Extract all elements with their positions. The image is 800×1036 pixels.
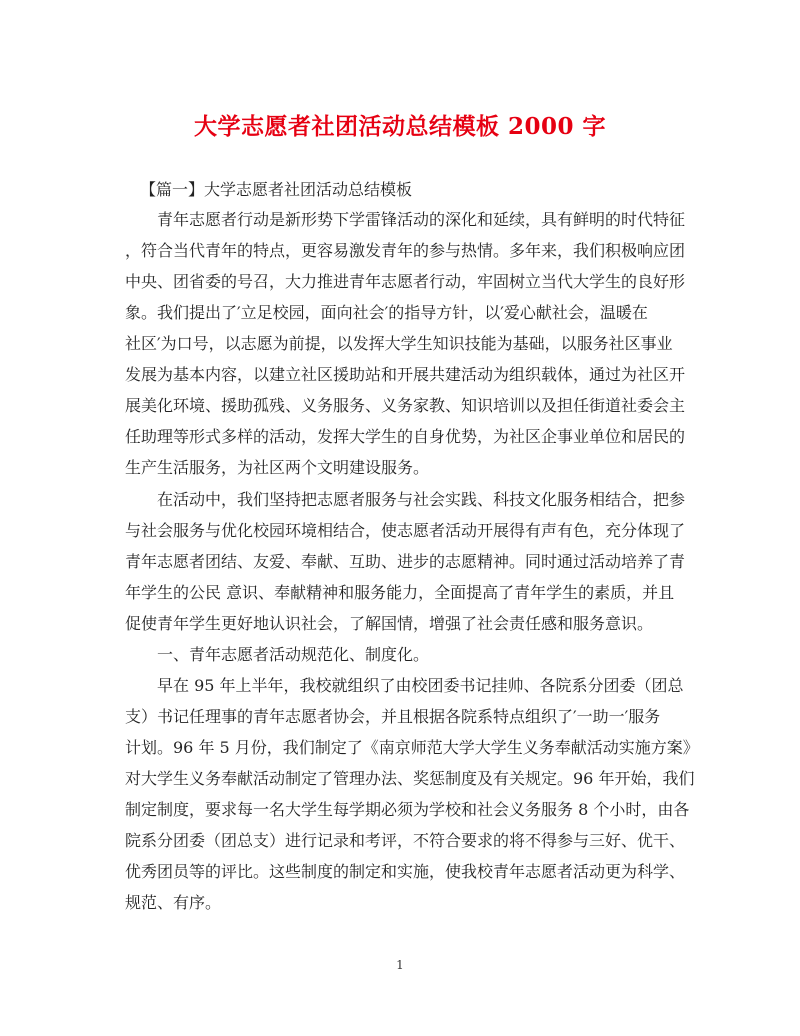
paragraph-line: 制定制度，要求每一名大学生每学期必须为学校和社会义务服务 8 个小时，由各 [125,800,690,819]
paragraph-line: 任助理等形式多样的活动，发挥大学生的自身优势，为社区企事业单位和居民的 [125,427,686,446]
paragraph-line: ，符合当代青年的特点，更容易激发青年的参与热情。多年来，我们积极响应团 [125,241,686,260]
paragraph-line: 中央、团省委的号召，大力推进青年志愿者行动，牢固树立当代大学生的良好形 [125,272,686,291]
paragraph-line: 生产生活服务，为社区两个文明建设服务。 [125,458,430,477]
paragraph-line: 计划。96 年 5 月份，我们制定了《南京师范大学大学生义务奉献活动实施方案》 [125,738,699,757]
paragraph-line: 规范、有序。 [125,893,222,912]
section-heading: 【篇一】大学志愿者社团活动总结模板 [140,180,413,199]
paragraph-line: 发展为基本内容，以建立社区援助站和开展共建活动为组织载体，通过为社区开 [125,365,686,384]
paragraph-line: 早在 95 年上半年，我校就组织了由校团委书记挂帅、各院系分团委（团总 [157,676,684,695]
paragraph-line: 社区′为口号，以志愿为前提，以发挥大学生知识技能为基础，以服务社区事业 [125,334,673,353]
paragraph-2 [125,484,686,639]
document-title: 大学志愿者社团活动总结模板 2000 字 [193,113,607,140]
paragraph-line: 象。我们提出了′立足校园，面向社会′的指导方针，以′爱心献社会，温暖在 [125,303,648,322]
paragraph-4 [125,670,699,918]
paragraph-line: 展美化环境、援助孤残、义务服务、义务家教、知识培训以及担任街道社委会主 [125,396,686,415]
paragraph-3-subheading [125,639,675,670]
paragraph-line: 青年志愿者行动是新形势下学雷锋活动的深化和延续，具有鲜明的时代特征 [157,210,686,229]
paragraph-line: 优秀团员等的评比。这些制度的制定和实施，使我校青年志愿者活动更为科学、 [125,862,686,881]
paragraph-line: 院系分团委（团总支）进行记录和考评，不符合要求的将不得参与三好、优干、 [125,831,686,850]
paragraph-line: 青年志愿者团结、友爱、奉献、互助、进步的志愿精神。同时通过活动培养了青 [125,552,686,571]
paragraph-line: 一、青年志愿者活动规范化、制度化。 [157,645,430,664]
paragraph-line: 对大学生义务奉献活动制定了管理办法、奖惩制度及有关规定。96 年开始，我们 [125,769,695,788]
paragraph-line: 在活动中，我们坚持把志愿者服务与社会实践、科技文化服务相结合，把参 [157,490,686,509]
paragraph-1 [125,204,686,483]
paragraph-line: 支）书记任理事的青年志愿者协会，并且根据各院系特点组织了′一助一′服务 [125,707,661,726]
paragraph-line: 促使青年学生更好地认识社会，了解国情，增强了社会责任感和服务意识。 [125,614,654,633]
page-number: 1 [396,958,404,972]
paragraph-line: 与社会服务与优化校园环境相结合，使志愿者活动开展得有声有色，充分体现了 [125,521,686,540]
paragraph-line: 年学生的公民 意识、奉献精神和服务能力，全面提高了青年学生的素质，并且 [125,583,675,602]
